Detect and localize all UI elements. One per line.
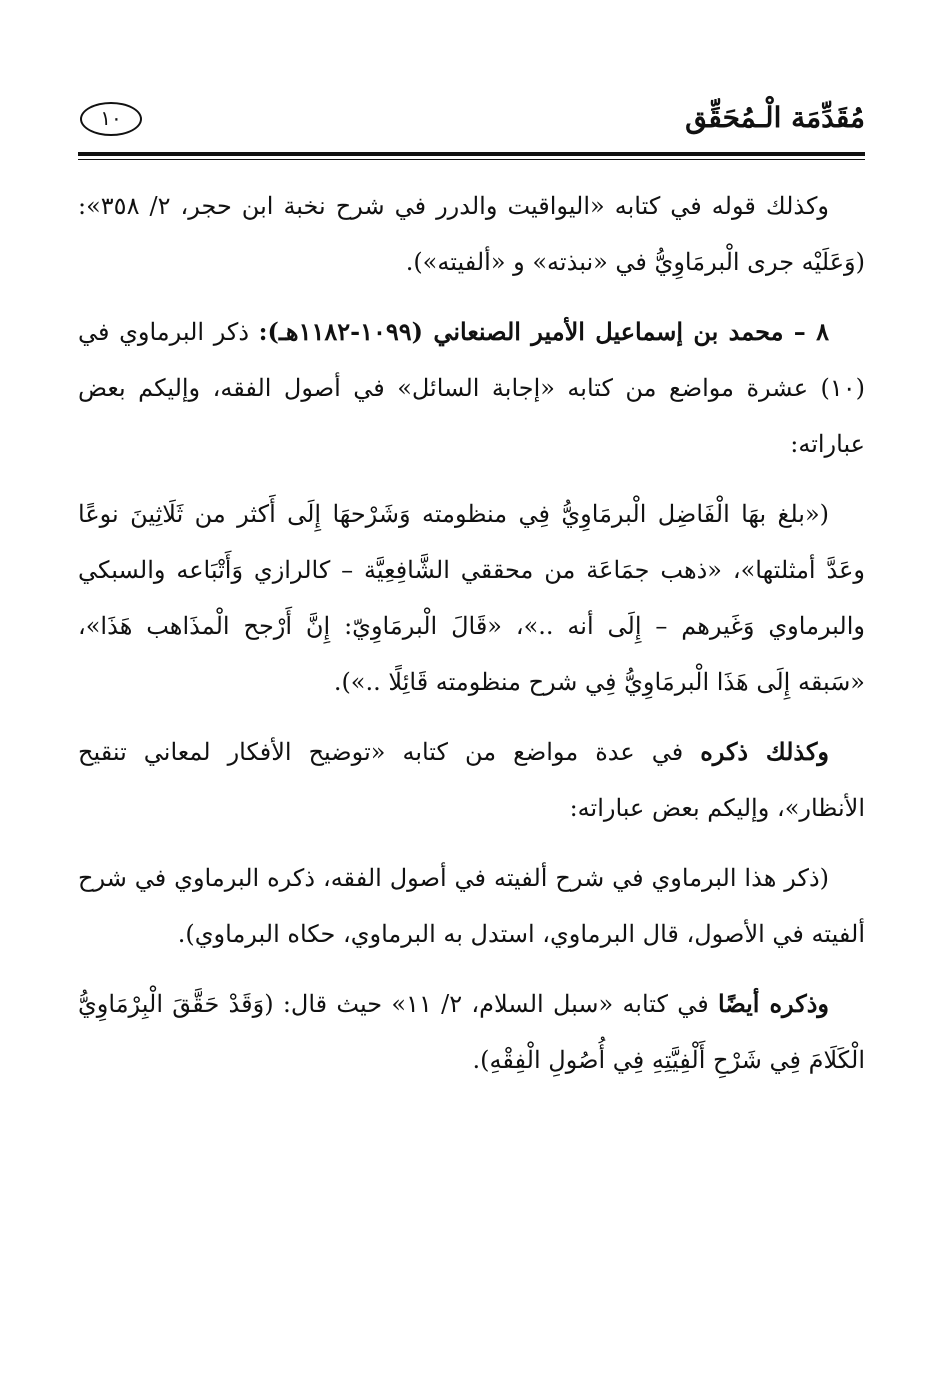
paragraph-3-quote: («بلغ بهَا الْفَاضِل الْبرمَاوِيُّ فِي منظومته وَشَرْحهَا إِلَى أَكثر من ثَلَاثِينَ نوعًا وعَدَّ أمثلتها»، «ذهب جمَاعَة من محققي الشَّافِعِيَّة – كالرازي وَأَتْبَاعه والسبكي والبرماوي وَغَيرهم – إِلَى أنه ..»، «قَالَ الْبرمَاوِيّ: إِنَّ أَرْجح الْمذَاهب هَذَا»، «سَبقه إِلَى هَذَا الْبرمَاوِيُّ فِي شرح منظومته قَائِلًا ..»). [78,500,865,696]
header-rule-thick [78,152,865,156]
paragraph-6-text: في كتابه «سبل السلام، ٢/ ١١» حيث قال: (وَقَدْ حَقَّقَ الْبِرْمَاوِيُّ الْكَلَامَ فِي شَرْحِ أَلْفِيَّتِهِ فِي أُصُولِ الْفِقْهِ). [78,990,865,1074]
header-rule-thin [78,159,865,160]
page-number: ١٠ [80,102,142,136]
running-title: مُقَدِّمَة الْـمُحَقِّق [685,101,865,134]
paragraph-2 [78,304,865,472]
paragraph-4-lead: وكذلك ذكره [700,737,830,766]
paragraph-4 [78,724,865,836]
paragraph-1: وكذلك قوله في كتابه «اليواقيت والدرر في شرح نخبة ابن حجر، ٢/ ٣٥٨»: (وَعَلَيْه جرى الْبرمَاوِيُّ في «نبذته» و «ألفيته»). [78,192,865,276]
page-header [78,92,865,156]
entry-heading: ٨ – محمد بن إسماعيل الأمير الصنعاني (١٠٩٩-١١٨٢هـ): [258,317,829,346]
paragraph-6-lead: وذكره أيضًا [718,989,829,1018]
paragraph-6 [78,976,865,1088]
paragraph-5-quote: (ذكر هذا البرماوي في شرح ألفيته في أصول الفقه، ذكره البرماوي في شرح ألفيته في الأصول، قال البرماوي، استدل به البرماوي، حكاه البرماوي). [78,864,865,948]
paragraph-4-text: في عدة مواضع من كتابه «توضيح الأفكار لمعاني تنقيح الأنظار»، وإليكم بعض عباراته: [78,738,865,822]
paragraph-2-text: ذكر البرماوي في (١٠) عشرة مواضع من كتابه «إجابة السائل» في أصول الفقه، وإليكم بعض عباراته: [78,318,865,458]
body-text [78,178,865,1102]
